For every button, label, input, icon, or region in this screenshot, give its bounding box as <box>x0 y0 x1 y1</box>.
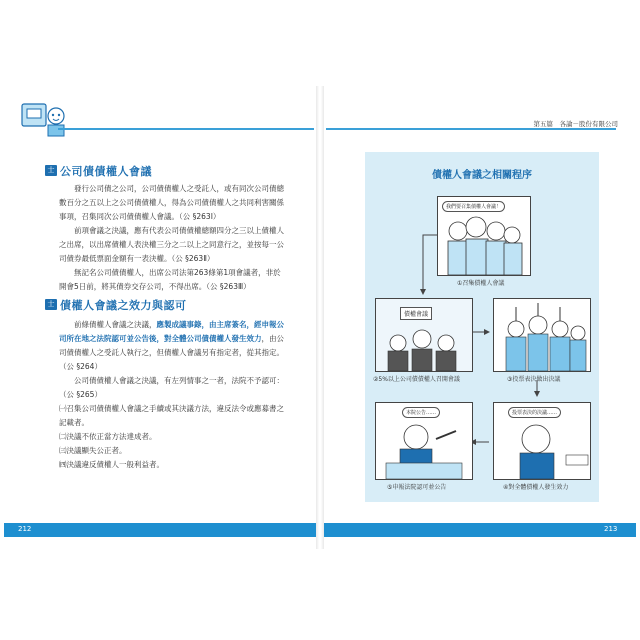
page-gutter <box>316 86 324 549</box>
step5-caption: ⑤申報法院認可並公告 <box>387 484 447 491</box>
section2-body <box>59 318 284 472</box>
section2-item: ㈣決議違反債權人一般利益者。 <box>59 460 164 469</box>
footer-bar-left <box>4 523 316 537</box>
voting-illustration <box>494 299 590 371</box>
footer-bar-right <box>324 523 636 537</box>
header-rule-left <box>58 128 314 130</box>
section1-paragraph-1: 發行公司債之公司，公司債債權人之受託人，或有同次公司債總數百分之五以上之公司債債權人，得為公司債債權人之共同利害關係事項，召集同次公司債債權人會議。（公 §263Ⅰ） <box>59 184 284 221</box>
procedure-diagram <box>365 152 599 502</box>
step1-panel <box>437 196 531 276</box>
step1-caption: ①召集債權人會議 <box>457 280 505 287</box>
header-rule-right <box>326 128 616 130</box>
section1-tag: 士 <box>45 165 57 176</box>
step4-speech: 投票表決的決議…… <box>508 407 561 418</box>
step3-panel <box>493 298 591 372</box>
step4-panel <box>493 402 591 480</box>
step2-caption: ②5%以上公司債債權人召開會議 <box>373 376 460 383</box>
step1-speech: 我們要召集債權人會議！ <box>442 201 505 212</box>
diagram-title: 債權人會議之相關程序 <box>432 170 532 181</box>
section2-title: 債權人會議之效力與認可 <box>60 299 187 312</box>
section2-item: ㈡決議不依正當方法達成者。 <box>59 432 157 441</box>
page-number-right: 213 <box>604 525 618 533</box>
section1-title: 公司債債權人會議 <box>60 165 152 178</box>
section2-paragraph-2: 公司債債權人會議之決議，有左列情事之一者，法院不予認可：（公 §265） <box>59 376 284 399</box>
section2-p1-lead: 前條債權人會議之決議， <box>74 320 157 329</box>
step2-panel <box>375 298 473 372</box>
section2-tag: 士 <box>45 299 57 310</box>
section1-paragraph-3: 無記名公司債債權人，出席公司法第263條第1項會議者，非於開會5日前，將其債券交存公司，不得出席。（公 §263Ⅲ） <box>59 268 281 291</box>
section2-paragraph-1 <box>59 318 284 374</box>
step2-sign: 債權會議 <box>400 307 432 320</box>
step4-caption: ④對全體債權人發生效力 <box>503 484 569 491</box>
page-number-left: 212 <box>18 525 32 533</box>
step5-panel <box>375 402 473 480</box>
section1-paragraph-2: 前項會議之決議，應有代表公司債債權總額四分之三以上債權人之出席，以出席債權人表決權三分之二以上之同意行之，並按每一公司債券最低票面金額有一表決權。（公 §263Ⅱ） <box>59 226 284 263</box>
section2-item: ㈠召集公司債債權人會議之手續或其決議方法，違反法令或應募書之記載者。 <box>59 404 284 427</box>
section1-body <box>59 182 284 294</box>
section2-item: ㈢決議顯失公正者。 <box>59 446 127 455</box>
running-header: 第五篇 各論－股份有限公司 <box>533 120 618 128</box>
mascot-logo <box>20 100 76 140</box>
step3-caption: ③投票表決做出決議 <box>507 376 561 383</box>
step5-speech: 本院公告…… <box>402 407 440 418</box>
section2-p1-tail: ，由公司債債權人之受託人執行之，但債權人會議另有指定者，從其指定。（公 §264） <box>59 334 284 371</box>
section2-p1-highlight: 應製成議事錄，由主席簽名，經申報公司所在地之法院認可並公告後，對全體公司債債權人發生效力 <box>59 320 284 343</box>
